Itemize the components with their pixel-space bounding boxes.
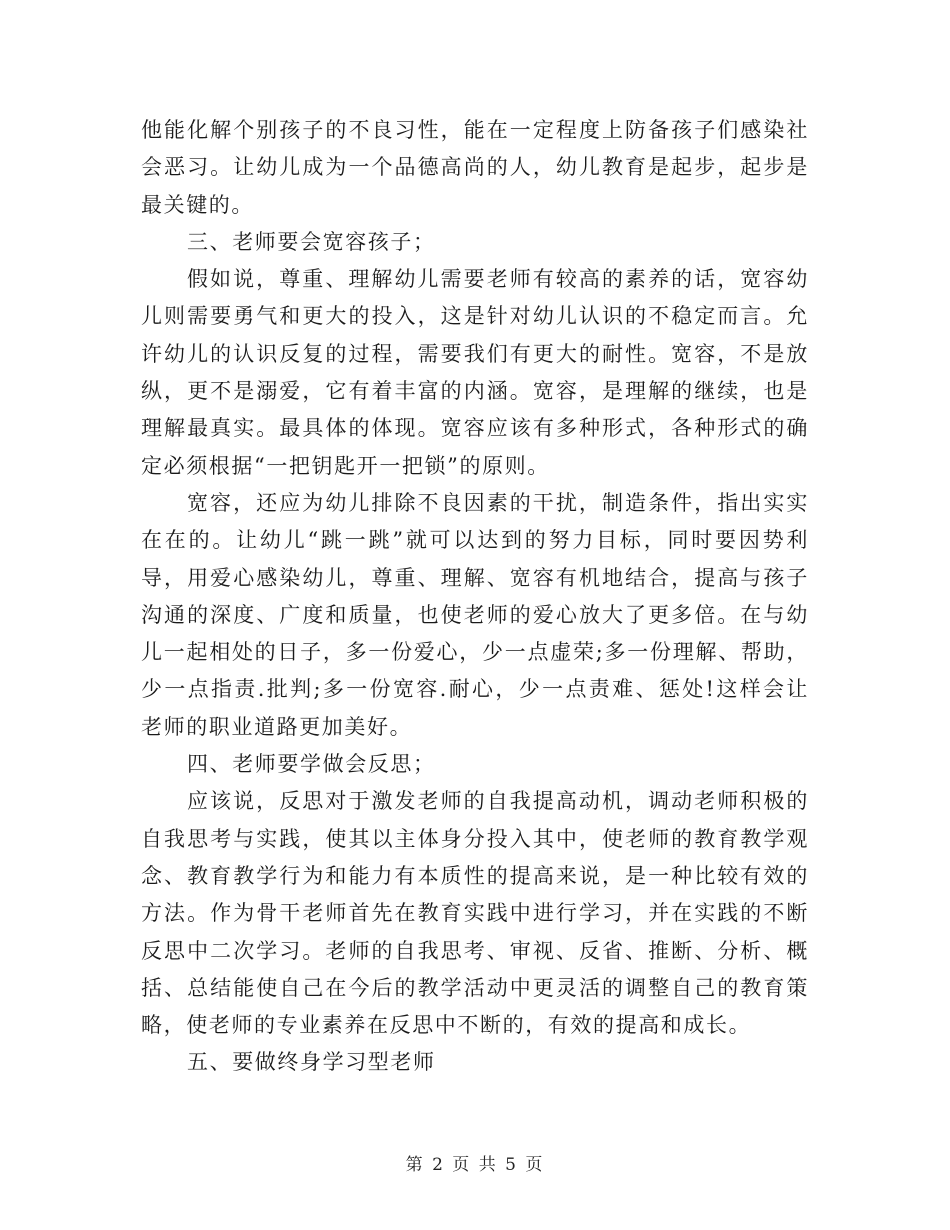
section-heading-4: 四、老师要学做会反思；: [187, 752, 436, 777]
paragraph: 应该说，反思对于激发老师的自我提高动机，调动老师积极的自我思考与实践，使其以主体身分投入其中，使老师的教育教学观念、教育教学行为和能力有本质性的提高来说，是一种比较有效的方法。作为骨干老师首先在教育实践中进行学习，并在实践的不断反思中二次学习。老师的自我思考、审视、反省、推断、分析、概括、总结能使自己在今后的教学活动中更灵活的调整自己的教育策略，使老师的专业素养在反思中不断的，有效的提高和成长。: [141, 789, 809, 1038]
document-body: [141, 112, 809, 1082]
section-heading-3: 三、老师要会宽容孩子；: [187, 229, 436, 254]
section-heading-5: 五、要做终身学习型老师: [187, 1050, 436, 1075]
page-number-footer: 第 2 页 共 5 页: [405, 1155, 545, 1175]
paragraph: 他能化解个别孩子的不良习性，能在一定程度上防备孩子们感染社会恶习。让幼儿成为一个品德高尚的人，幼儿教育是起步，起步是最关键的。: [141, 118, 809, 217]
paragraph: 宽容，还应为幼儿排除不良因素的干扰，制造条件，指出实实在在的。让幼儿“跳一跳”就可以达到的努力目标，同时要因势利导，用爱心感染幼儿，尊重、理解、宽容有机地结合，提高与孩子沟通的深度、广度和质量，也使老师的爱心放大了更多倍。在与幼儿一起相处的日子，多一份爱心，少一点虚荣;多一份理解、帮助，少一点指责.批判;多一份宽容.耐心，少一点责难、惩处!这样会让老师的职业道路更加美好。: [141, 490, 809, 739]
paragraph: 假如说，尊重、理解幼儿需要老师有较高的素养的话，宽容幼儿则需要勇气和更大的投入，这是针对幼儿认识的不稳定而言。允许幼儿的认识反复的过程，需要我们有更大的耐性。宽容，不是放纵，更不是溺爱，它有着丰富的内涵。宽容，是理解的继续，也是理解最真实。最具体的体现。宽容应该有多种形式，各种形式的确定必须根据“一把钥匙开一把锁”的原则。: [141, 267, 809, 478]
